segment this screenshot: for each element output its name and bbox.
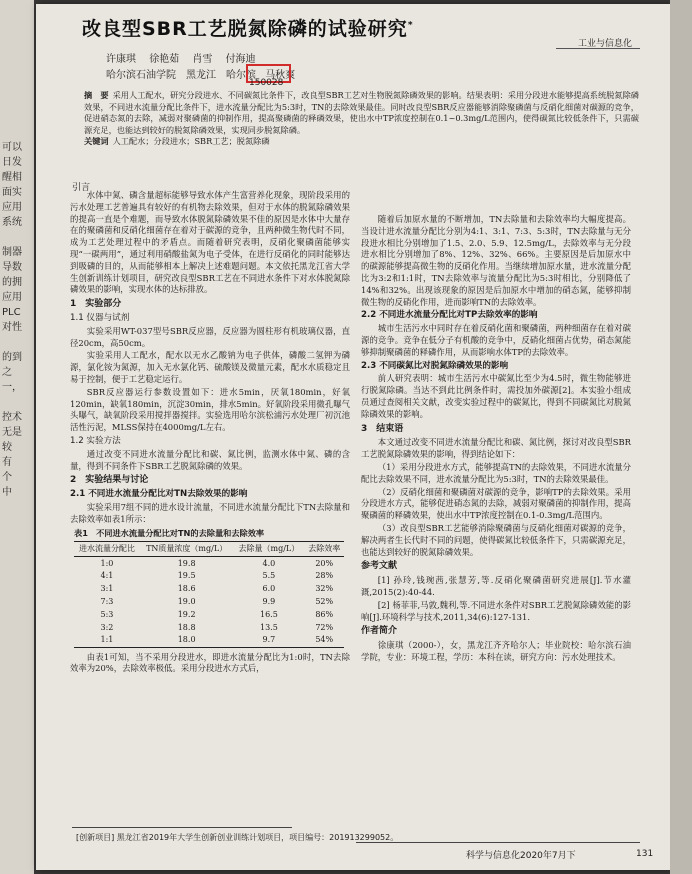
adjacent-page-fragment: 面实	[2, 187, 22, 198]
table-cell: 4.0	[262, 558, 276, 568]
table-cell: 1:0	[100, 558, 114, 568]
table-row	[74, 621, 344, 634]
adjacent-page-fragment: 个	[2, 472, 12, 483]
section-heading: 3 结束语	[361, 423, 404, 434]
subsection-heading: 1.2 实验方法	[70, 435, 121, 446]
left-column	[70, 190, 350, 676]
table-cell: 18.0	[140, 634, 233, 647]
page-edge-shadow	[670, 0, 692, 874]
adjacent-page-fragment	[2, 395, 32, 410]
postcode: 150028	[249, 78, 284, 88]
paragraph: 前人研究表明：城市生活污水中碳氮比至少为4.5时，微生物能够进行脱氮除磷。当达不到此比例条件时，需投加外碳源[2]。本实验小组成员通过查阅相关文献，改变实验过程中的碳氮比，得到不同碳氮比对脱氮除磷效果的影响。	[361, 373, 631, 419]
author-name: 付海迪	[225, 54, 256, 65]
footer-rule	[356, 842, 640, 843]
article-title: 改良型SBR工艺脱氮除磷的试验研究*	[82, 18, 414, 40]
table-cell: 54%	[304, 634, 344, 647]
table-cell: 3:2	[100, 622, 114, 632]
paragraph: 实验采用人工配水，配水以无水乙酸钠为电子供体，磷酸二氢钾为磷源，氯化铵为氮源，加入无水氯化钙、硫酸镁及微量元素，配水水质稳定且易于控制，便于工艺稳定运行。	[70, 350, 350, 384]
table-caption: 表1 不同进水流量分配比对TN的去除量和去除效率	[74, 527, 265, 538]
table-cell: 52%	[315, 597, 334, 606]
table-cell: 1:1	[74, 634, 140, 647]
adjacent-page-fragment: 系统	[2, 217, 22, 228]
table-cell: 18.6	[177, 584, 196, 594]
author-name: 徐艳茹	[149, 54, 180, 65]
paragraph: （1）采用分段进水方式，能够提高TN的去除效果，不同进水流量分配比去除效果不同，进水流量分配比为5:3时，TN的去除效果最佳。	[361, 461, 631, 484]
footnote-rule	[72, 827, 292, 828]
adjacent-page-text	[2, 140, 32, 500]
section-heading: 1 实验部分	[70, 299, 122, 310]
section-heading: 2 实验结果与讨论	[70, 475, 149, 486]
footnote: [创新项目] 黑龙江省2019年大学生创新创业训练计划项目，项目编号：201913299052。	[76, 833, 399, 842]
table-cell: 13.5	[259, 622, 278, 632]
adjacent-page-strip	[0, 0, 34, 874]
adjacent-page-fragment: PLC	[2, 307, 21, 318]
journal-footer: 科学与信息化2020年7月下	[466, 851, 576, 861]
adjacent-page-fragment: 有	[2, 457, 12, 468]
adjacent-page-fragment: 可以	[2, 142, 22, 153]
author-bio: 徐康琪（2000-），女，黑龙江齐齐哈尔人；毕业院校：哈尔滨石油学院，专业：环境工程，学历：本科在读，研究方向：污水处理技术。	[361, 640, 631, 662]
author-list	[106, 50, 266, 65]
adjacent-page-fragment	[2, 335, 32, 350]
paragraph: （2）反硝化细菌和聚磷菌对碳源的竞争，影响TP的去除效果。采用分段进水方式，能够促进硝态氮的去除，减弱对聚磷菌的抑制作用，提高聚磷菌的释磷效果，使出水中TP浓度控制在0.1-0.3mg/L范围内。	[361, 486, 631, 521]
table-row	[74, 583, 344, 596]
subsection-heading: 1.1 仪器与试剂	[70, 312, 130, 323]
abstract: 摘 要 采用人工配水，研究分段进水、不同碳氮比条件下，改良型SBR工艺对生物脱氮除磷效果的影响。结果表明：采用分段进水能够提高系统脱氮除磷效果，不同进水流量分配比条件下，进水流量分配比为5:3时，TN的去除效果最佳。同时改良型SBR反应器能够消除聚磷菌与反硝化细菌对碳源的竞争，促进硝态氮的去除，减弱对聚磷菌的抑制作用，提高聚磷菌的释磷效果，使出水中TP浓度控制在0.1~0.3mg/L范围内，使得碳氮比较低条件下，只需碳源充足，也能达到较好的脱氮除磷效果，实现同步脱氮除磷。 关键词 人工配水；分段进水；SBR工艺；脱氮除磷	[84, 90, 639, 147]
adjacent-page-fragment: 一，	[2, 382, 22, 393]
table-cell: 19.5	[177, 571, 196, 581]
paragraph: SBR反应器运行参数设置如下：进水5min，厌氧180min，好氧120min，缺氧180min，沉淀30min，排水5min。好氧阶段采用微孔曝气头曝气，缺氧阶段采用搅拌器搅拌。实验选用哈尔滨松浦污水处理厂初沉池活性污泥，MLSS保持在4000mg/L左右。	[70, 386, 350, 433]
table-cell: 18.8	[177, 622, 196, 632]
subsection-heading: 2.2 不同进水流量分配比对TP去除效率的影响	[361, 310, 538, 321]
adjacent-page-fragment	[2, 230, 32, 245]
data-table	[74, 528, 344, 648]
table-cell: 9.9	[262, 597, 276, 606]
affiliation: 哈尔滨石油学院 黑龙江 哈尔滨 马秋爽	[106, 70, 296, 81]
adjacent-page-fragment: 中	[2, 487, 12, 498]
journal-page	[36, 4, 670, 870]
paragraph: 本文通过改变不同进水流量分配比和碳、氮比例，探讨对改良型SBR工艺脱氮除磷效果的影响，得到结论如下：	[361, 437, 631, 460]
subsection-heading: 2.1 不同进水流量分配比对TN去除效果的影响	[70, 489, 248, 500]
paragraph: （3）改良型SBR工艺能够消除聚磷菌与反硝化细菌对碳源的竞争，解决两者生长代时不同的问题，使得碳氮比较低条件下，只需碳源充足，也能达到较好的脱氮除磷效果。	[361, 522, 631, 557]
paragraph: 城市生活污水中同时存在着反硝化菌和聚磷菌，两种细菌存在着对碳源的竞争。竞争在低分子有机酸的竞争中，反硝化细菌占优势，硝态氮能够抑制聚磷菌的释磷作用，从而影响水体TP的去除效率。	[361, 323, 631, 357]
author-bio-heading: 作者简介	[361, 626, 398, 637]
adjacent-page-fragment: 应用	[2, 292, 22, 303]
adjacent-page-fragment: 对性	[2, 322, 22, 333]
section-tag: 工业与信息化	[577, 39, 632, 49]
adjacent-page-fragment: 无是	[2, 427, 22, 438]
table-cell: 3:1	[100, 584, 114, 594]
paragraph: 水体中氮、磷含量超标能够导致水体产生富营养化现象，现阶段采用的污水处理工艺普遍具有较好的有机物去除效果，但对于水体的脱氮除磷效果的提高一直是个难题，而导致水体脱氮除磷效果不佳的原因是水体中大量存在的聚磷菌和反硝化细菌存在着对于碳源的竞争，且两种微生物代时不同，成为工艺处理过程中的矛盾点。而随着研究表明，反硝化聚磷菌能够实现“一碳两用”，通过利用硝酸盐氮为电子受体，在进行反硝化的同时能够达到吸磷的目的，从而能够相本上解决上述难题问题。本文依托黑龙江省大学生创新训练计划项目，研究改良型SBR工艺在不同进水条件下对水体脱氮除磷效果的影响，实现水体的达标排放。	[70, 190, 350, 295]
table-row	[74, 596, 344, 609]
table-cell: 32%	[315, 584, 334, 594]
table-header-cell: TN质量浓度（mg/L）	[140, 542, 233, 557]
author-name: 肖雪	[192, 54, 213, 65]
table-cell: 5:3	[100, 609, 114, 619]
table-cell: 19.8	[177, 558, 196, 568]
table-cell: 28%	[315, 571, 334, 581]
adjacent-page-fragment: 控术	[2, 412, 22, 423]
references-heading: 参考文献	[361, 561, 398, 572]
adjacent-page-fragment: 之	[2, 367, 12, 378]
subsection-heading: 2.3 不同碳氮比对脱氮除磷效果的影响	[361, 360, 509, 371]
author-name: 许康琪	[106, 54, 136, 65]
right-column	[361, 214, 631, 665]
adjacent-page-fragment: 应用	[2, 202, 22, 213]
adjacent-page-fragment: 醒相	[2, 172, 22, 183]
reference-item: [2] 杨菲菲,马敦,魏利,等.不同进水条件对SBR工艺脱氮除磷效能的影响[J].环境科学与技术,2011,34(6):127-131.	[361, 599, 631, 622]
table-cell: 16.5	[259, 609, 278, 619]
table-header-cell: 去除量（mg/L）	[233, 542, 304, 557]
table-header-cell: 去除效率	[304, 542, 344, 557]
table-cell: 86%	[315, 609, 334, 619]
adjacent-page-fragment: 导数	[2, 262, 22, 273]
table-row	[74, 608, 344, 621]
paragraph: 实验采用WT-037型号SBR反应器，反应器为圆柱形有机玻璃仪器，直径20cm，高50cm。	[70, 325, 350, 348]
intro-heading: 引言	[72, 183, 91, 193]
page-number: 131	[636, 849, 654, 859]
adjacent-page-fragment: 的到	[2, 352, 22, 363]
adjacent-page-fragment: 制器	[2, 247, 22, 258]
table-cell: 6.0	[262, 584, 276, 594]
table-cell: 7:3	[100, 597, 114, 606]
paragraph: 随着后加原水量的不断增加，TN去除量和去除效率均大幅度提高。当设计进水流量分配比分别为4:1、3:1、7:3、5:3时，TN去除量与无分段进水相比分别增加了1.5、2.0、5.9、12.5mg/L，去除效率与无分段进水相比分别增加了8%、12%、32%、66%。主要原因是后加原水中的碳源能够提高微生物的反硝化作用。当继续增加原水量，进水流量分配比为3:2和1:1时，TN去除效率与流量分配比为5:3时相比，分别降低了14%和32%。出现该现象的原因是后加原水中增加的硝态氮，能够抑制微生物的反硝化作用，进而影响TN的去除效率。	[361, 214, 631, 307]
adjacent-page-fragment: 较	[2, 442, 12, 453]
adjacent-page-fragment: 日发	[2, 157, 22, 168]
paragraph: 实验采用7组不同的进水设计流量，不同进水流量分配比下TN去除量和去除效率如表1所示：	[70, 501, 350, 524]
table-cell: 4:1	[100, 571, 114, 581]
table-cell: 19.2	[177, 609, 196, 619]
reference-item: [1] 孙玲,钱琬茜,张慧芳,等.反硝化聚磷菌研究进展[J].节水灌溉,2015(2):40-44.	[361, 575, 631, 597]
table-cell: 72%	[315, 622, 334, 632]
paragraph: 由表1可知，当不采用分段进水，即进水流量分配比为1:0时，TN去除效率为20%，去除效率极低。采用分段进水方式后，	[70, 651, 350, 674]
table-cell: 20%	[315, 558, 334, 568]
table-header-cell: 进水流量分配比	[74, 542, 140, 557]
table-row	[74, 634, 344, 647]
table-row	[74, 570, 344, 583]
table-cell: 5.5	[262, 571, 276, 581]
table-cell: 9.7	[233, 634, 304, 647]
table-cell: 19.0	[177, 597, 196, 606]
table-row	[74, 557, 344, 570]
adjacent-page-fragment: 的拥	[2, 277, 22, 288]
author-name: 马秋爽	[265, 70, 296, 81]
paragraph: 通过改变不同进水流量分配比和碳、氮比例，监测水体中氮、磷的含量，得到不同条件下SBR工艺脱氮除磷的效果。	[70, 448, 350, 471]
header-rule	[556, 48, 640, 49]
